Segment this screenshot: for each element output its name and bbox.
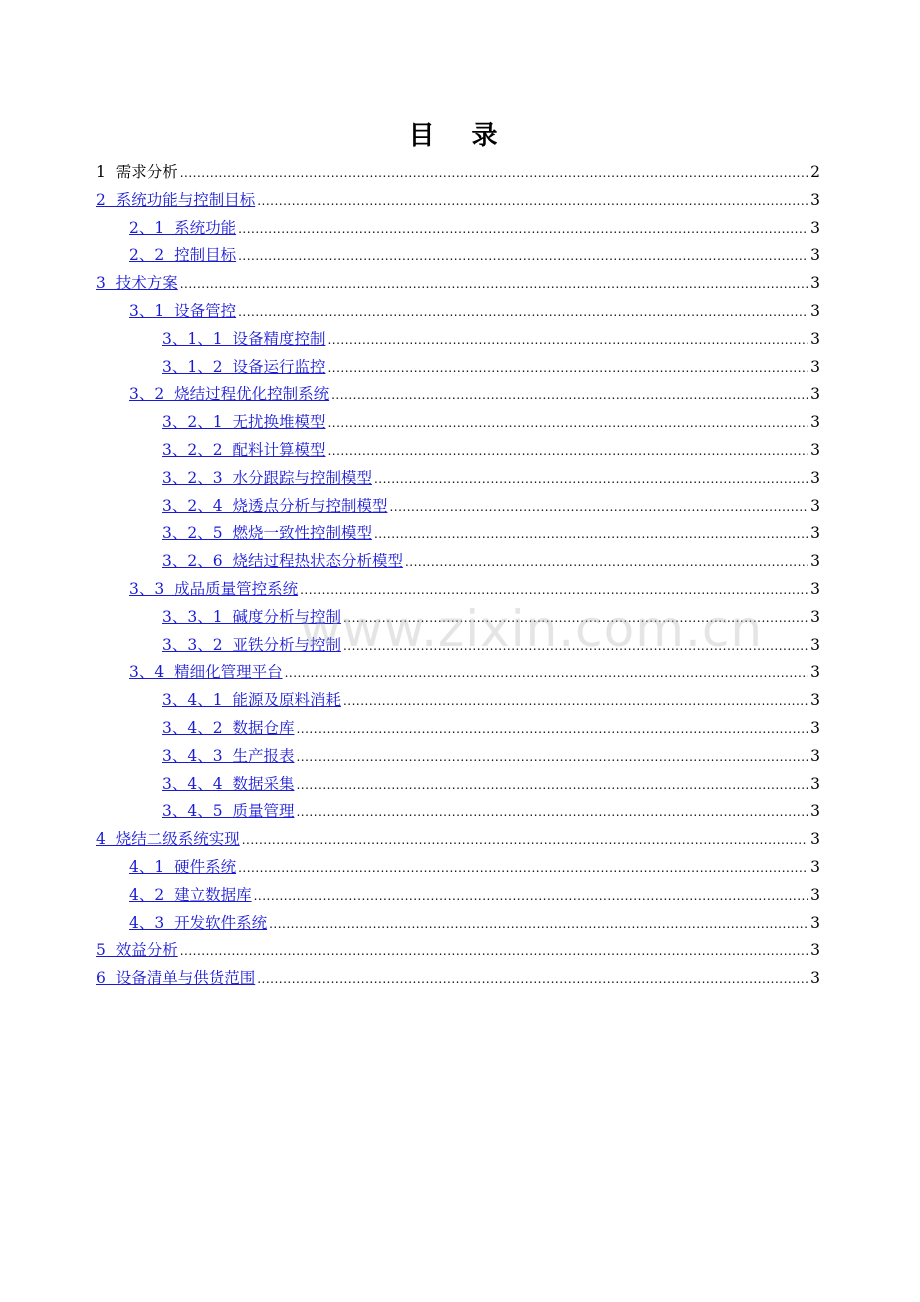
- toc-entry[interactable]: [96, 548, 820, 576]
- toc-entry[interactable]: [96, 215, 820, 243]
- toc-entry[interactable]: [96, 910, 820, 938]
- toc-entry[interactable]: [96, 354, 820, 382]
- toc-entry-link[interactable]: 3、4、4 数据采集: [162, 774, 295, 793]
- toc-entry[interactable]: [96, 659, 820, 687]
- toc-entry-link[interactable]: 4、2 建立数据库: [129, 885, 252, 904]
- toc-entry[interactable]: [96, 798, 820, 826]
- toc-page-number: 3: [810, 941, 820, 960]
- toc-entry[interactable]: [96, 715, 820, 743]
- toc-leader-dots: [389, 494, 808, 522]
- toc-leader-dots: [238, 216, 808, 244]
- toc-entry-link[interactable]: 3、3、2 亚铁分析与控制: [162, 635, 341, 654]
- toc-leader-dots: [327, 355, 808, 383]
- toc-entry[interactable]: [96, 632, 820, 660]
- toc-leader-dots: [180, 938, 808, 966]
- toc-entry: [96, 159, 820, 187]
- toc-entry[interactable]: [96, 270, 820, 298]
- toc-entry-link[interactable]: 3、2 烧结过程优化控制系统: [129, 385, 330, 404]
- toc-entry-label: 1 需求分析: [96, 163, 178, 181]
- toc-entry[interactable]: [96, 576, 820, 604]
- toc-entry-link[interactable]: 6 设备清单与供货范围: [96, 969, 256, 988]
- toc-entry[interactable]: [96, 771, 820, 799]
- toc-entry[interactable]: [96, 381, 820, 409]
- toc-page-number: 3: [810, 413, 820, 432]
- toc-entry-link[interactable]: 3、2、3 水分跟踪与控制模型: [162, 468, 372, 487]
- toc-leader-dots: [257, 966, 808, 994]
- toc-page-number: 3: [810, 301, 820, 320]
- toc-leader-dots: [327, 438, 808, 466]
- toc-leader-dots: [374, 521, 808, 549]
- toc-entry[interactable]: [96, 882, 820, 910]
- page-title: 目 录: [408, 121, 512, 151]
- toc-leader-dots: [296, 716, 808, 744]
- toc-entry-link[interactable]: 2、1 系统功能: [129, 218, 237, 237]
- toc-leader-dots: [180, 160, 808, 188]
- toc-entry-link[interactable]: 3、2、5 燃烧一致性控制模型: [162, 524, 372, 543]
- toc-leader-dots: [257, 188, 808, 216]
- toc-leader-dots: [238, 855, 808, 883]
- toc-entry-link[interactable]: 3、4、1 能源及原料消耗: [162, 691, 341, 710]
- toc-page-number: 3: [810, 524, 820, 543]
- toc-leader-dots: [343, 605, 808, 633]
- toc-entry-link[interactable]: 3、1 设备管控: [129, 301, 237, 320]
- toc-entry-link[interactable]: 3、4、2 数据仓库: [162, 718, 295, 737]
- toc-page-number: 3: [810, 496, 820, 515]
- toc-page-number: 3: [810, 468, 820, 487]
- toc-page-number: 3: [810, 635, 820, 654]
- toc-entry-link[interactable]: 4、1 硬件系统: [129, 857, 237, 876]
- toc-entry[interactable]: [96, 854, 820, 882]
- toc-page-number: 3: [810, 190, 820, 209]
- toc-entry-link[interactable]: 3、4、3 生产报表: [162, 746, 295, 765]
- toc-page-number: 3: [810, 218, 820, 237]
- toc-page-number: 3: [810, 885, 820, 904]
- toc-entry[interactable]: [96, 520, 820, 548]
- toc-page-number: 3: [810, 385, 820, 404]
- toc-entry-link[interactable]: 3、3 成品质量管控系统: [129, 579, 299, 598]
- toc-page-number: 3: [810, 746, 820, 765]
- toc-entry[interactable]: [96, 298, 820, 326]
- toc-page-number: 3: [810, 857, 820, 876]
- toc-page-number: 3: [810, 357, 820, 376]
- toc-leader-dots: [327, 410, 808, 438]
- toc-leader-dots: [238, 243, 808, 271]
- toc-leader-dots: [331, 382, 808, 410]
- toc-leader-dots: [254, 883, 809, 911]
- toc-page-number: 3: [810, 774, 820, 793]
- toc-leader-dots: [327, 327, 808, 355]
- toc-entry-link[interactable]: 3、2、2 配料计算模型: [162, 440, 326, 459]
- toc-page-number: 3: [810, 830, 820, 849]
- toc-leader-dots: [374, 466, 808, 494]
- toc-entry-link[interactable]: 5 效益分析: [96, 941, 178, 960]
- toc-entry[interactable]: [96, 604, 820, 632]
- toc-page-number: 3: [810, 663, 820, 682]
- toc-entry[interactable]: [96, 493, 820, 521]
- toc-leader-dots: [238, 299, 808, 327]
- toc-leader-dots: [343, 633, 808, 661]
- toc-entry-link[interactable]: 4 烧结二级系统实现: [96, 830, 240, 849]
- toc-entry-link[interactable]: 2、2 控制目标: [129, 246, 237, 265]
- toc-entry-link[interactable]: 3、4 精细化管理平台: [129, 663, 283, 682]
- toc-entry[interactable]: [96, 326, 820, 354]
- toc-leader-dots: [269, 911, 808, 939]
- toc-page-number: 3: [810, 802, 820, 821]
- toc-leader-dots: [180, 271, 808, 299]
- toc-leader-dots: [242, 827, 808, 855]
- toc-entry[interactable]: [96, 937, 820, 965]
- toc-entry[interactable]: [96, 409, 820, 437]
- toc-entry-link[interactable]: 3、2、4 烧透点分析与控制模型: [162, 496, 388, 515]
- toc-entry[interactable]: [96, 687, 820, 715]
- toc-entry-link[interactable]: 2 系统功能与控制目标: [96, 190, 256, 209]
- toc-entry[interactable]: [96, 465, 820, 493]
- toc-leader-dots: [296, 744, 808, 772]
- toc-entry-link[interactable]: 3、1、1 设备精度控制: [162, 329, 326, 348]
- table-of-contents: [96, 159, 820, 993]
- toc-page-number: 3: [810, 718, 820, 737]
- toc-page-number: 3: [810, 691, 820, 710]
- toc-page-number: 3: [810, 579, 820, 598]
- toc-entry[interactable]: [96, 242, 820, 270]
- toc-leader-dots: [296, 772, 808, 800]
- toc-page-number: 3: [810, 440, 820, 459]
- toc-page-number: 3: [810, 329, 820, 348]
- toc-entry[interactable]: [96, 826, 820, 854]
- toc-leader-dots: [285, 660, 809, 688]
- toc-entry[interactable]: [96, 743, 820, 771]
- watermark: www.zixin.com.cn: [300, 600, 764, 658]
- toc-entry[interactable]: [96, 437, 820, 465]
- toc-entry-link[interactable]: 3、3、1 碱度分析与控制: [162, 607, 341, 626]
- toc-page-number: 3: [810, 969, 820, 988]
- toc-leader-dots: [300, 577, 808, 605]
- toc-page-number: 2: [810, 163, 820, 181]
- toc-leader-dots: [405, 549, 808, 577]
- toc-entry-link[interactable]: 3 技术方案: [96, 274, 178, 293]
- toc-page-number: 3: [810, 607, 820, 626]
- toc-entry[interactable]: [96, 187, 820, 215]
- toc-page-number: 3: [810, 552, 820, 571]
- toc-page-number: 3: [810, 246, 820, 265]
- toc-leader-dots: [296, 799, 808, 827]
- toc-entry-link[interactable]: 3、4、5 质量管理: [162, 802, 295, 821]
- toc-leader-dots: [343, 688, 808, 716]
- toc-entry-link[interactable]: 3、1、2 设备运行监控: [162, 357, 326, 376]
- toc-entry[interactable]: [96, 965, 820, 993]
- toc-page-number: 3: [810, 274, 820, 293]
- toc-page-number: 3: [810, 913, 820, 932]
- toc-entry-link[interactable]: 4、3 开发软件系统: [129, 913, 268, 932]
- toc-entry-link[interactable]: 3、2、6 烧结过程热状态分析模型: [162, 552, 403, 571]
- toc-entry-link[interactable]: 3、2、1 无扰换堆模型: [162, 413, 326, 432]
